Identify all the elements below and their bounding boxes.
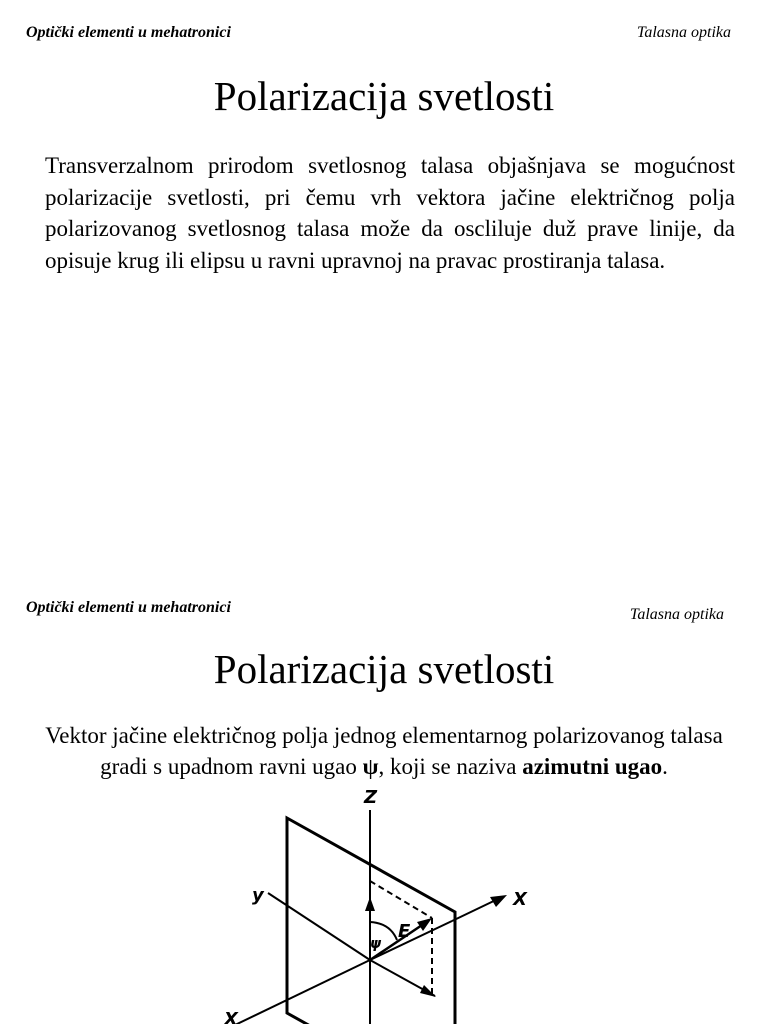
azimuth-angle-term: azimutni ugao [522, 754, 663, 779]
paragraph-end: . [662, 754, 668, 779]
paragraph-text: Vektor jačine električnog polja jednog elementarnog polarizovanog talasa gradi s upadnom ravni ugao [45, 723, 723, 779]
label-y: y [252, 885, 264, 906]
header-course-title: Optički elementi u mehatronici [26, 599, 231, 616]
slide-title: Polarizacija svetlosti [213, 73, 555, 119]
slide-2 [0, 580, 768, 1024]
label-x-right: X [513, 889, 527, 910]
body-paragraph: Transverzalnom prirodom svetlosnog talasa objašnjava se mogućnost polarizacije svetlosti, pri čemu vrh vektora jačine električnog polja polarizovanog svetlosnog talasa može da oscliluje duž prave linije, da opisuje krug ili elipsu u ravni upravnoj na pravac prostiranja talasa. [45, 153, 735, 273]
y-axis [268, 893, 370, 960]
header-topic: Talasna optika [636, 24, 731, 41]
projection-dashed-top [370, 881, 432, 918]
label-psi: ψ [370, 936, 382, 952]
label-e: E [398, 921, 411, 942]
label-z: Z [364, 787, 378, 808]
header-topic: Talasna optika [629, 606, 724, 623]
x-axis-arrowhead [490, 895, 507, 907]
polarization-plane-figure [210, 785, 550, 1024]
horizontal-arrowhead [420, 985, 436, 997]
x-axis-left [235, 960, 370, 1024]
header-course-title: Optički elementi u mehatronici [26, 24, 231, 41]
psi-symbol: ψ [362, 754, 379, 779]
z-arrowhead [365, 897, 375, 911]
paragraph-text-mid: , koji se naziva [378, 754, 523, 779]
body-paragraph [20, 720, 748, 782]
label-x-left: X [224, 1009, 238, 1024]
x-axis-right [370, 921, 452, 960]
e-vector-arrowhead [417, 918, 432, 931]
slide-title: Polarizacija svetlosti [213, 646, 555, 692]
